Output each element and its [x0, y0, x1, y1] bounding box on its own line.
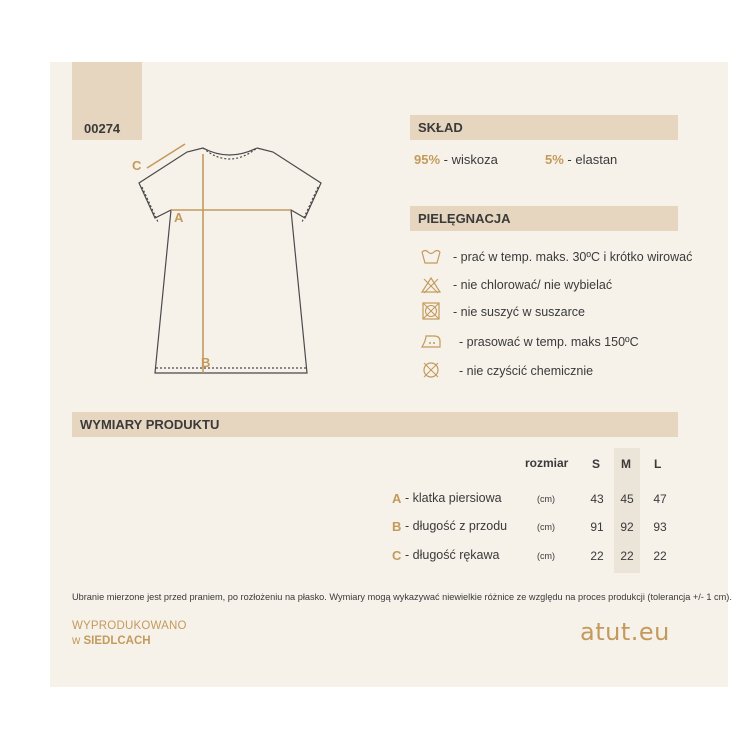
dress-outline [139, 148, 321, 373]
measurement-footnote: Ubranie mierzone jest przed praniem, po rozłożeniu na płasko. Wymiary mogą wykazywać niewielkie różnice ze względu na proces produkcji (tolerancja +/- 1 cm). [72, 592, 732, 602]
diagram-label-b: B [201, 355, 211, 370]
dimensions-title: WYMIARY PRODUKTU [80, 417, 220, 432]
value-l: 22 [653, 549, 667, 563]
brand-logo: atut.eu [580, 618, 670, 646]
no-tumble-dry-icon [420, 302, 442, 320]
row-letter-b: B [392, 519, 402, 534]
diagram-label-a: A [174, 210, 184, 225]
made-in-line2 [72, 635, 151, 647]
row-unit: (cm) [537, 551, 555, 561]
row-label: - długość rękawa [405, 548, 500, 562]
value-m: 92 [620, 520, 634, 534]
made-in-prefix: w [72, 635, 84, 647]
care-instruction: - nie suszyć w suszarce [453, 305, 585, 319]
size-label-l: L [654, 457, 662, 471]
composition-item [414, 152, 498, 167]
code-tab-decoration [72, 62, 142, 122]
care-instruction: - nie czyścić chemicznie [459, 364, 594, 378]
value-l: 93 [653, 520, 667, 534]
made-in-city: SIEDLCACH [83, 635, 151, 647]
composition-label: - elastan [567, 152, 618, 167]
care-instruction: - prasować w temp. maks 150ºC [459, 335, 639, 349]
value-l: 47 [653, 492, 667, 506]
composition-label: - wiskoza [443, 152, 498, 167]
composition-item [545, 152, 617, 167]
iron-150-icon [420, 332, 442, 350]
row-unit: (cm) [537, 494, 555, 504]
value-m: 45 [620, 492, 634, 506]
row-unit: (cm) [537, 522, 555, 532]
value-m: 22 [620, 549, 634, 563]
made-in-line1: WYPRODUKOWANO [72, 620, 187, 632]
measure-line-c [147, 144, 185, 168]
size-label-m: M [621, 457, 631, 471]
value-s: 43 [590, 492, 604, 506]
care-title: PIELĘGNACJA [418, 211, 511, 226]
dress-diagram [125, 140, 335, 385]
composition-percent: 95% [414, 152, 441, 167]
diagram-label-c: C [132, 158, 142, 173]
size-label-s: S [592, 457, 601, 471]
row-letter-a: A [392, 491, 402, 506]
value-s: 91 [590, 520, 604, 534]
row-label: - klatka piersiowa [405, 491, 502, 505]
wash-30-icon [420, 248, 442, 266]
composition-percent: 5% [545, 152, 564, 167]
care-instruction: - prać w temp. maks. 30ºC i krótko wirować [453, 250, 693, 264]
size-header: rozmiar [525, 456, 569, 470]
row-letter-c: C [392, 548, 402, 563]
no-bleach-icon [420, 276, 442, 294]
product-code: 00274 [84, 121, 121, 136]
row-label: - długość z przodu [405, 519, 508, 533]
care-instruction: - nie chlorować/ nie wybielać [453, 278, 613, 292]
composition-title: SKŁAD [418, 120, 463, 135]
value-s: 22 [590, 549, 604, 563]
no-dry-clean-icon [420, 361, 442, 379]
